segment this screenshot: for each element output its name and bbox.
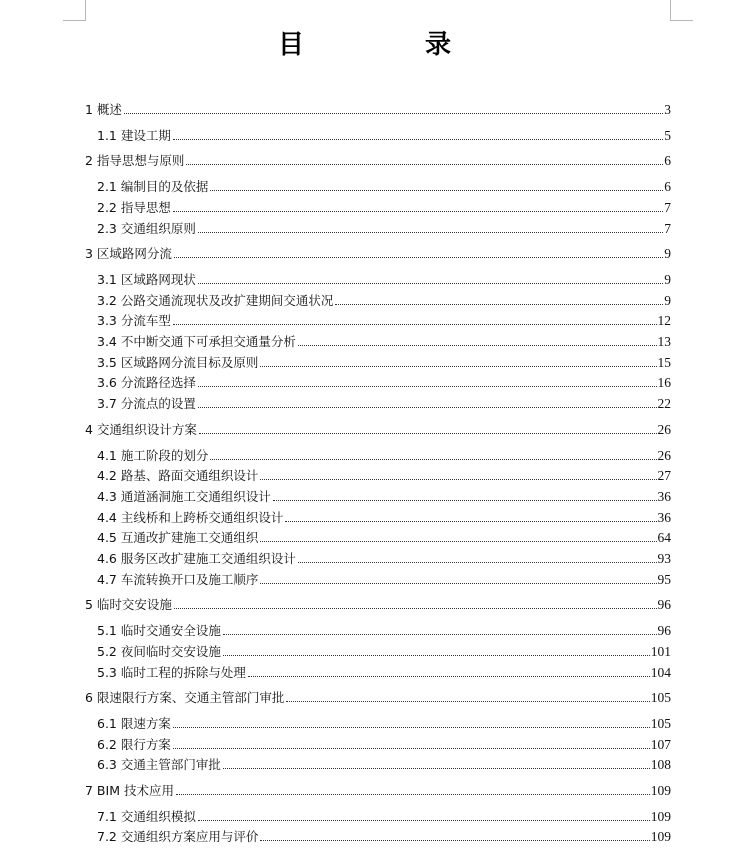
- toc-section-entry[interactable]: [97, 733, 671, 753]
- toc-entry-label: 4.5 互通改扩建施工交通组织: [97, 530, 259, 546]
- toc-section-entry[interactable]: [97, 124, 671, 144]
- toc-section-entry[interactable]: [97, 330, 671, 350]
- toc-entry-label: 4.7 车流转换开口及施工顺序: [97, 571, 259, 587]
- toc-dot-leader: [174, 608, 657, 609]
- toc-section-entry[interactable]: [97, 712, 671, 732]
- toc-section-entry[interactable]: [97, 526, 671, 546]
- toc-page-number: 36: [657, 488, 671, 504]
- toc-dot-leader: [199, 433, 657, 434]
- toc-entry-label: 6.3 交通主管部门审批: [97, 757, 221, 773]
- toc-dot-leader: [273, 500, 657, 501]
- toc-entry-label: 5.1 临时交通安全设施: [97, 623, 221, 639]
- toc-page-number: 104: [650, 664, 671, 680]
- toc-chapter-entry[interactable]: [85, 593, 671, 613]
- toc-entry-label: 2.1 编制目的及依据: [97, 179, 209, 195]
- toc-dot-leader: [298, 562, 657, 563]
- toc-page-number: 108: [650, 757, 671, 773]
- toc-dot-leader: [173, 324, 657, 325]
- toc-section-entry[interactable]: [97, 753, 671, 773]
- toc-chapter-entry[interactable]: [85, 418, 671, 438]
- toc-dot-leader: [198, 407, 657, 408]
- toc-dot-leader: [186, 164, 663, 165]
- toc-dot-leader: [210, 190, 663, 191]
- toc-section-entry[interactable]: [97, 175, 671, 195]
- toc-section-entry[interactable]: [97, 506, 671, 526]
- toc-page-number: 26: [657, 447, 671, 463]
- toc-page-number: 109: [650, 829, 671, 845]
- toc-entry-label: 3.7 分流点的设置: [97, 396, 196, 412]
- toc-entry-label: 2.3 交通组织原则: [97, 220, 196, 236]
- toc-section-entry[interactable]: [97, 825, 671, 845]
- toc-entry-label: 7 BIM 技术应用: [85, 783, 174, 798]
- toc-dot-leader: [173, 748, 650, 749]
- toc-dot-leader: [198, 232, 663, 233]
- toc-entry-label: 7.2 交通组织方案应用与评价: [97, 829, 259, 845]
- toc-section-entry[interactable]: [97, 464, 671, 484]
- toc-dot-leader: [176, 794, 650, 795]
- toc-page-number: 105: [650, 690, 671, 706]
- toc-page-number: 16: [657, 375, 671, 391]
- toc-page-number: 22: [657, 396, 671, 412]
- toc-section-entry[interactable]: [97, 547, 671, 567]
- toc-page-number: 95: [657, 571, 671, 587]
- toc-section-entry[interactable]: [97, 217, 671, 237]
- toc-entry-label: 3.6 分流路径选择: [97, 375, 196, 391]
- toc-entry-label: 1.1 建设工期: [97, 127, 171, 143]
- toc-entry-label: 2.2 指导思想: [97, 199, 171, 215]
- toc-page-number: 107: [650, 736, 671, 752]
- toc-dot-leader: [260, 583, 656, 584]
- toc-chapter-entry[interactable]: [85, 98, 671, 118]
- toc-page-number: 109: [650, 808, 671, 824]
- toc-entry-label: 4.6 服务区改扩建施工交通组织设计: [97, 551, 296, 566]
- toc-entry-label: 3.5 区域路网分流目标及原则: [97, 354, 259, 370]
- toc-entry-label: 5.2 夜间临时交安设施: [97, 643, 221, 659]
- toc-entry-label: 4.1 施工阶段的划分: [97, 447, 209, 463]
- toc-page-number: 12: [657, 313, 671, 329]
- toc-chapter-entry[interactable]: [85, 779, 671, 799]
- toc-entry-label: 6.1 限速方案: [97, 715, 171, 731]
- toc-dot-leader: [260, 541, 656, 542]
- toc-entry-label: 3.3 分流车型: [97, 313, 171, 329]
- toc-page-number: 96: [657, 623, 671, 639]
- crop-mark-top-left: [63, 20, 86, 21]
- toc-page-number: 105: [650, 715, 671, 731]
- toc-dot-leader: [198, 386, 657, 387]
- toc-entry-label: 4.3 通道涵洞施工交通组织设计: [97, 488, 271, 504]
- toc-section-entry[interactable]: [97, 196, 671, 216]
- toc-dot-leader: [124, 113, 663, 114]
- toc-page-number: 109: [650, 783, 671, 798]
- toc-dot-leader: [285, 521, 656, 522]
- toc-dot-leader: [174, 257, 663, 258]
- toc-page-number: 9: [664, 246, 671, 262]
- toc-dot-leader: [173, 139, 663, 140]
- toc-page-number: 96: [657, 597, 671, 613]
- toc-entry-label: 3 区域路网分流: [85, 246, 172, 262]
- toc-page-number: 93: [657, 551, 671, 566]
- toc-section-entry[interactable]: [97, 444, 671, 464]
- toc-page-number: 6: [664, 153, 671, 169]
- toc-section-entry[interactable]: [97, 805, 671, 825]
- toc-entry-label: 6.2 限行方案: [97, 736, 171, 752]
- toc-dot-leader: [198, 283, 663, 284]
- toc-page-number: 36: [657, 509, 671, 525]
- toc-dot-leader: [260, 840, 649, 841]
- crop-mark-top-right: [670, 0, 671, 21]
- toc-dot-leader: [260, 366, 656, 367]
- toc-dot-leader: [173, 727, 650, 728]
- toc-page-number: 26: [657, 421, 671, 437]
- toc-entry-label: 2 指导思想与原则: [85, 153, 185, 169]
- toc-dot-leader: [210, 459, 656, 460]
- toc-page-number: 9: [664, 292, 671, 308]
- toc-chapter-entry[interactable]: [85, 686, 671, 706]
- toc-section-entry[interactable]: [97, 371, 671, 391]
- toc-section-entry[interactable]: [97, 309, 671, 329]
- toc-dot-leader: [223, 634, 657, 635]
- toc-section-entry[interactable]: [97, 619, 671, 639]
- toc-dot-leader: [223, 655, 650, 656]
- toc-dot-leader: [286, 701, 649, 702]
- toc-dot-leader: [260, 479, 656, 480]
- toc-entry-label: 3.4 不中断交通下可承担交通量分析: [97, 334, 296, 349]
- toc-section-entry[interactable]: [97, 485, 671, 505]
- toc-entry-label: 1 概述: [85, 102, 122, 117]
- toc-entry-label: 3.2 公路交通流现状及改扩建期间交通状况: [97, 292, 334, 308]
- toc-entry-label: 4.2 路基、路面交通组织设计: [97, 468, 259, 484]
- toc-chapter-entry[interactable]: [85, 149, 671, 169]
- toc-dot-leader: [223, 768, 650, 769]
- toc-entry-label: 5.3 临时工程的拆除与处理: [97, 664, 246, 680]
- toc-dot-leader: [248, 676, 650, 677]
- toc-dot-leader: [298, 345, 657, 346]
- crop-mark-top-left: [85, 0, 86, 21]
- toc-section-entry[interactable]: [97, 568, 671, 588]
- toc-page-number: 7: [664, 220, 671, 236]
- toc-page-number: 64: [657, 530, 671, 546]
- toc-entry-label: 7.1 交通组织模拟: [97, 808, 196, 824]
- toc-section-entry[interactable]: [97, 351, 671, 371]
- toc-page-number: 101: [650, 643, 671, 659]
- toc-entry-label: 3.1 区域路网现状: [97, 271, 196, 287]
- toc-page-number: 6: [664, 179, 671, 195]
- toc-dot-leader: [198, 820, 650, 821]
- toc-page-number: 9: [664, 271, 671, 287]
- toc-page-number: 5: [664, 127, 671, 143]
- toc-chapter-entry[interactable]: [85, 242, 671, 262]
- page-title: 目 录: [277, 30, 508, 60]
- toc-page-number: 27: [657, 468, 671, 484]
- toc-dot-leader: [173, 211, 663, 212]
- toc-entry-label: 5 临时交安设施: [85, 597, 172, 613]
- toc-page-number: 7: [664, 199, 671, 215]
- toc-section-entry[interactable]: [97, 392, 671, 412]
- toc-entry-label: 4.4 主线桥和上跨桥交通组织设计: [97, 509, 284, 525]
- toc-section-entry[interactable]: [97, 268, 671, 288]
- toc-page-number: 13: [657, 334, 671, 349]
- toc-entry-label: 4 交通组织设计方案: [85, 421, 197, 437]
- toc-section-entry[interactable]: [97, 640, 671, 660]
- toc-section-entry[interactable]: [97, 661, 671, 681]
- toc-page-number: 15: [657, 354, 671, 370]
- crop-mark-top-right: [670, 20, 693, 21]
- toc-section-entry[interactable]: [97, 289, 671, 309]
- toc-dot-leader: [335, 304, 663, 305]
- toc-page-number: 3: [664, 102, 671, 117]
- toc-entry-label: 6 限速限行方案、交通主管部门审批: [85, 690, 285, 706]
